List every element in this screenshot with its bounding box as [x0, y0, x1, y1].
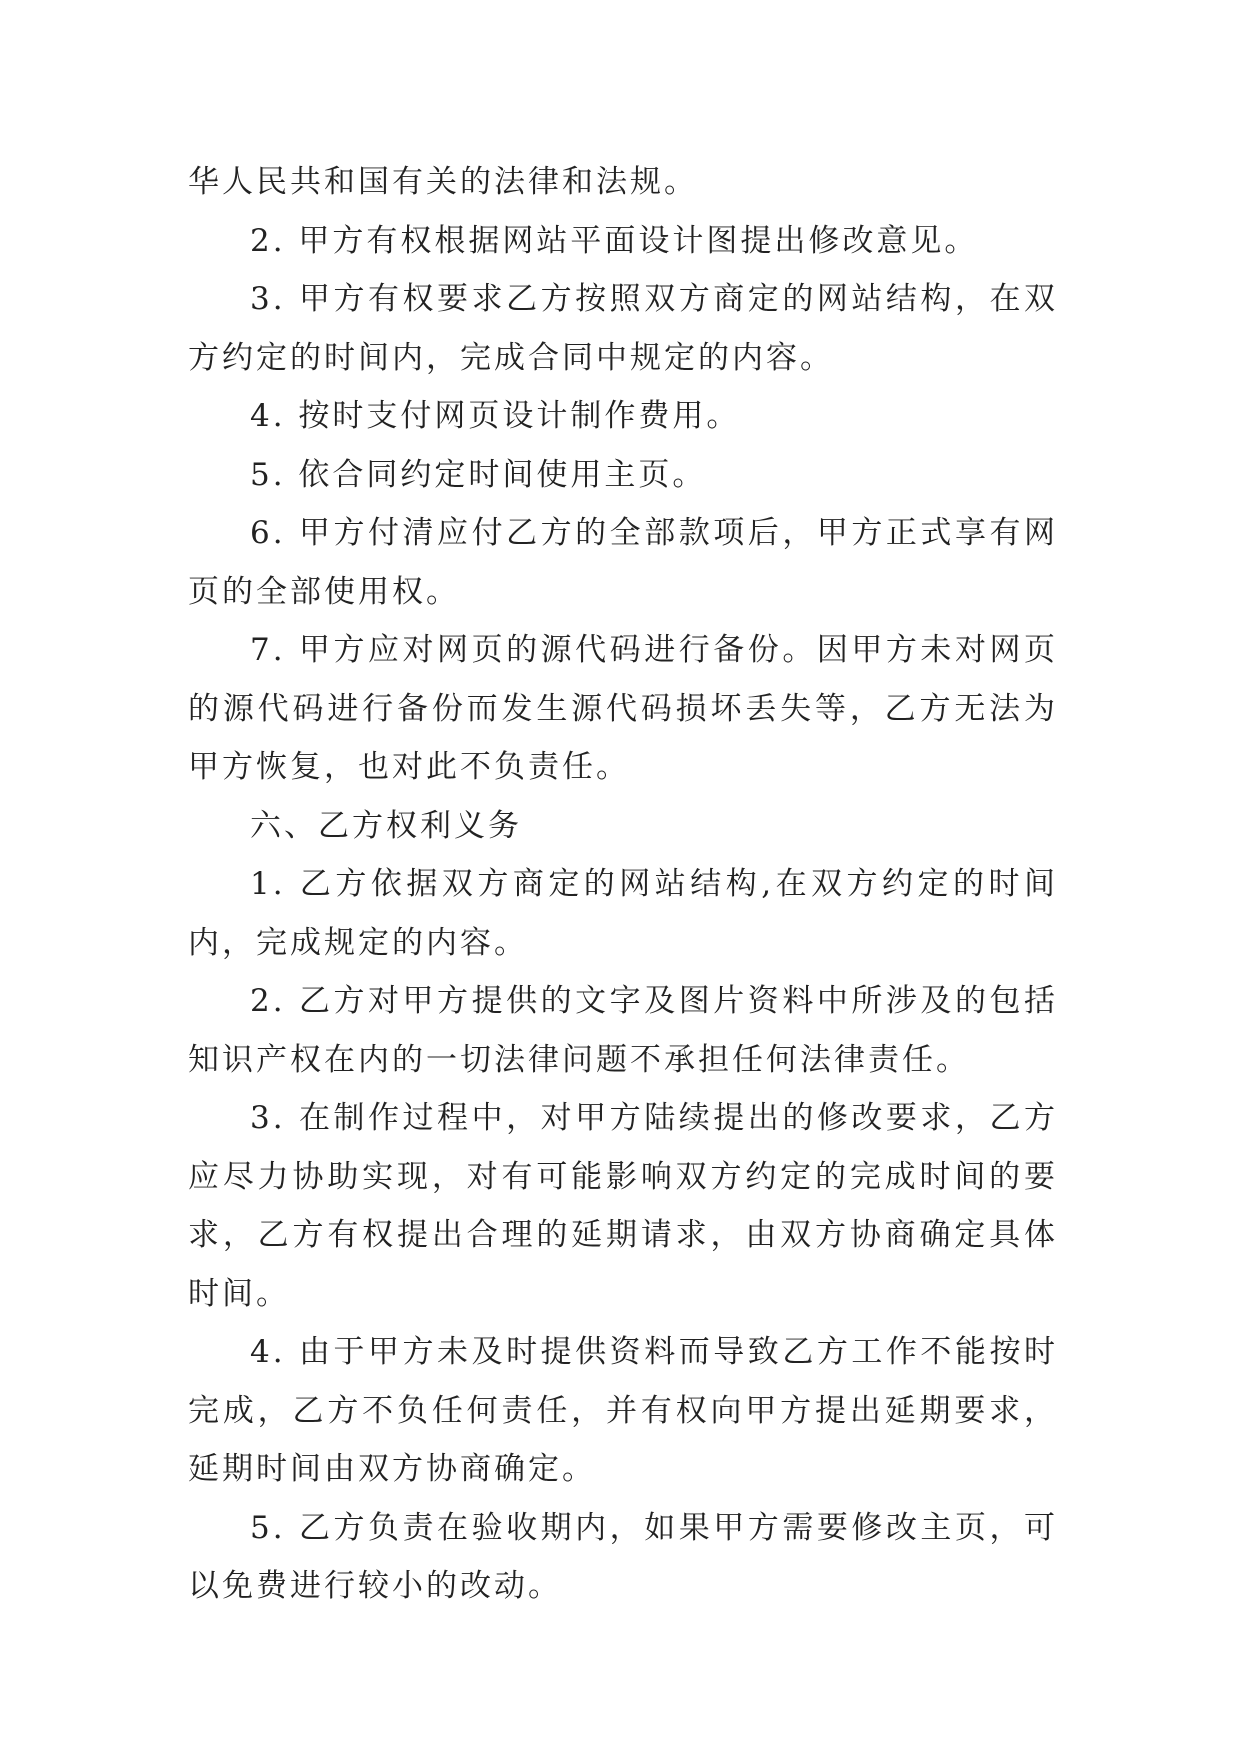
paragraph-item-6: 6. 甲方付清应付乙方的全部款项后，甲方正式享有网页的全部使用权。 — [188, 515, 1058, 610]
paragraph-item-7: 7. 甲方应对网页的源代码进行备份。因甲方未对网页的源代码进行备份而发生源代码损坏丢失等，乙方无法为甲方恢复，也对此不负责任。 — [188, 632, 1058, 785]
section-heading-party-b: 六、乙方权利义务 — [250, 807, 522, 844]
paragraph-item-5: 5. 依合同约定时间使用主页。 — [250, 456, 707, 493]
paragraph-item-3: 3. 甲方有权要求乙方按照双方商定的网站结构，在双方约定的时间内，完成合同中规定的内容。 — [188, 281, 1058, 376]
paragraph-item-2: 2. 甲方有权根据网站平面设计图提出修改意见。 — [250, 222, 979, 259]
paragraph-continuation: 华人民共和国有关的法律和法规。 — [188, 164, 698, 200]
paragraph-b-item-5: 5. 乙方负责在验收期内，如果甲方需要修改主页，可以免费进行较小的改动。 — [188, 1509, 1058, 1604]
paragraph-b-item-1: 1. 乙方依据双方商定的网站结构,在双方约定的时间内，完成规定的内容。 — [188, 866, 1058, 961]
paragraph-b-item-3: 3. 在制作过程中，对甲方陆续提出的修改要求，乙方应尽力协助实现，对有可能影响双方约定的完成时间的要求，乙方有权提出合理的延期请求，由双方协商确定具体时间。 — [188, 1100, 1058, 1312]
paragraph-b-item-4: 4. 由于甲方未及时提供资料而导致乙方工作不能按时完成，乙方不负任何责任，并有权向甲方提出延期要求，延期时间由双方协商确定。 — [188, 1334, 1058, 1487]
paragraph-b-item-2: 2. 乙方对甲方提供的文字及图片资料中所涉及的包括知识产权在内的一切法律问题不承担任何法律责任。 — [188, 983, 1058, 1078]
document-body — [188, 153, 1058, 1616]
paragraph-item-4: 4. 按时支付网页设计制作费用。 — [250, 398, 741, 434]
